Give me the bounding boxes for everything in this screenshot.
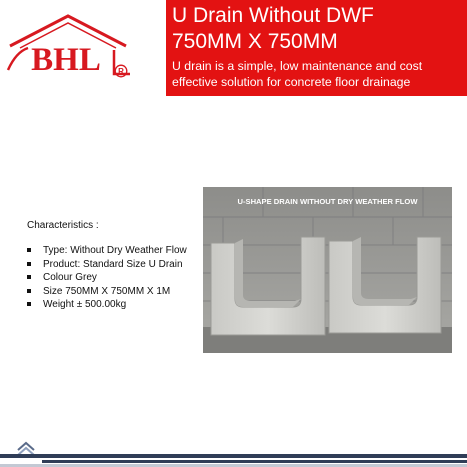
list-item: Type: Without Dry Weather Flow: [27, 245, 197, 257]
registered-mark-icon: [114, 64, 128, 78]
photo-caption: U-SHAPE DRAIN WITHOUT DRY WEATHER FLOW: [237, 197, 418, 206]
footer-decoration: [0, 440, 467, 467]
page-title-line1: U Drain Without DWF: [172, 4, 374, 27]
svg-text:BHL: BHL: [31, 42, 101, 78]
list-item: Product: Standard Size U Drain: [27, 259, 197, 271]
characteristics-section: [27, 220, 197, 313]
bullet-icon: [27, 275, 31, 279]
bullet-icon: [27, 248, 31, 252]
brand-logo-area: [0, 0, 166, 96]
page-subtitle: U drain is a simple, low maintenance and cost effective solution for concrete floor drainage: [172, 59, 423, 89]
list-item: Size 750MM X 750MM X 1M: [27, 286, 197, 298]
bullet-icon: [27, 262, 31, 266]
characteristics-heading: Characteristics :: [27, 220, 99, 231]
header-banner: [166, 0, 467, 96]
characteristics-list: [27, 245, 197, 311]
list-item: Colour Grey: [27, 272, 197, 284]
bullet-icon: [27, 289, 31, 293]
page-title-line2: 750MM X 750MM: [172, 30, 338, 53]
bullet-icon: [27, 302, 31, 306]
list-item: Weight ± 500.00kg: [27, 299, 197, 311]
svg-text:R: R: [118, 67, 124, 76]
product-photo: [203, 187, 452, 353]
